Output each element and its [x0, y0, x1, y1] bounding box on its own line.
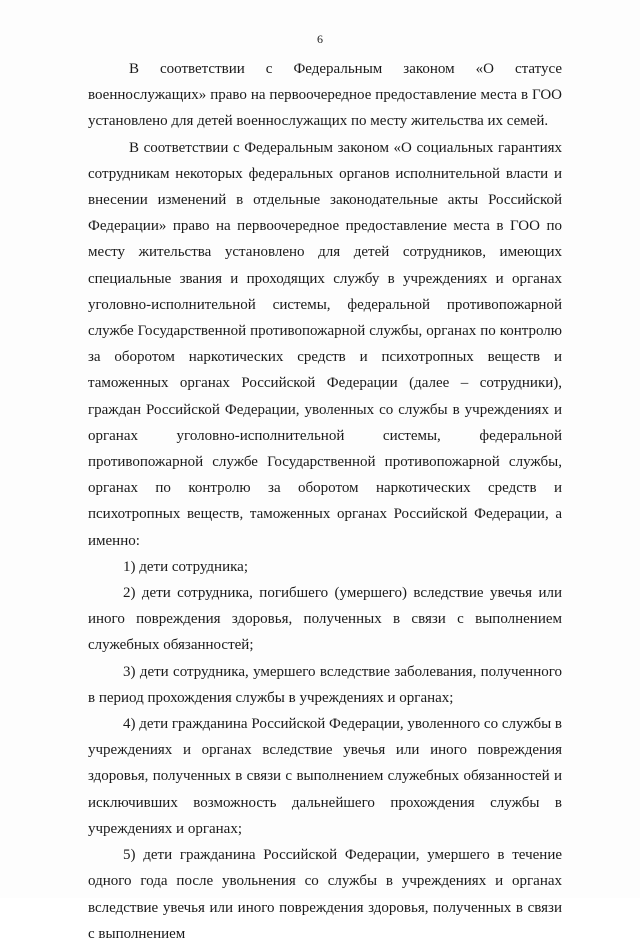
document-body — [88, 56, 562, 947]
paragraph-military-law: В соответствии с Федеральным законом «О статусе военнослужащих» право на первоочередное предоставление места в ГОО установлено для детей военнослужащих по месту жительства их семей. — [88, 61, 562, 130]
list-item: 3) дети сотрудника, умершего вследствие заболевания, полученного в период прохождения службы в учреждениях и органах; — [88, 663, 562, 706]
paragraph-social-guarantees-law: В соответствии с Федеральным законом «О социальных гарантиях сотрудникам некоторых федеральных органов исполнительной власти и внесении изменений в отдельные законодательные акты Российской Федерации» право на первоочередное предоставление места в ГОО по месту жительства установлено для детей сотрудников, имеющих специальные звания и проходящих службу в учреждениях и органах уголовно-исполнительной системы, федеральной противопожарной службе Государственной противопожарной службы, органах по контролю за оборотом наркотических средств и психотропных веществ и таможенных органах Российской Федерации (далее – сотрудники), граждан Российской Федерации, уволенных со службы в учреждениях и органах уголовно-исполнительной системы, федеральной противопожарной службе Государственной противопожарной службы, органах по контролю за оборотом наркотических средств и психотропных веществ, таможенных органах Российской Федерации, а именно: — [88, 139, 562, 549]
list-item: 5) дети гражданина Российской Федерации, умершего в течение одного года после увольнения со службы в учреждениях и органах вследствие увечья или иного повреждения здоровья, полученных в связи с выполнением — [88, 847, 562, 942]
list-item: 1) дети сотрудника; — [123, 558, 248, 575]
list-item: 4) дети гражданина Российской Федерации, уволенного со службы в учреждениях и органах вследствие увечья или иного повреждения здоровья, полученных в связи с выполнением служебных обязанностей и исключивших возможность дальнейшего прохождения службы в учреждениях и органах; — [88, 716, 562, 837]
page-number: 6 — [317, 32, 323, 46]
list-item: 2) дети сотрудника, погибшего (умершего) вследствие увечья или иного повреждения здоровья, полученных в связи с выполнением служебных обязанностей; — [88, 585, 562, 654]
